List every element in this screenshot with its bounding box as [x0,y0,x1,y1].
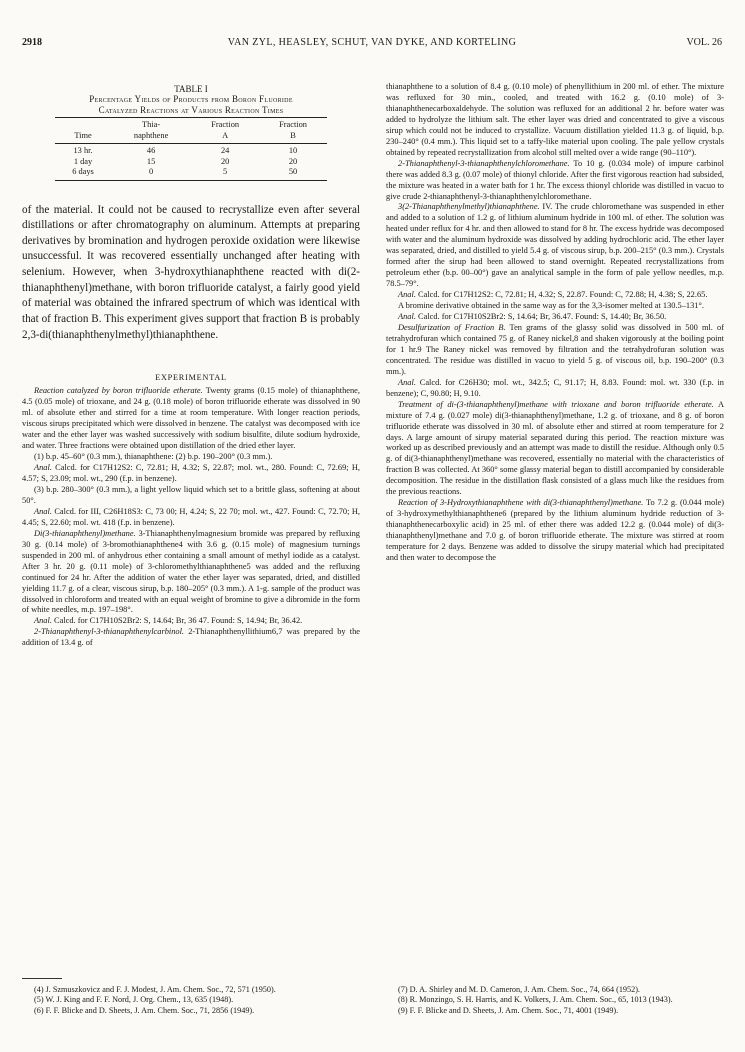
paragraph [22,529,360,617]
footnote: (6) F. F. Blicke and D. Sheets, J. Am. Chem. Soc., 71, 2856 (1949). [34,1005,255,1015]
paragraph-text: IV. The crude chloromethane was suspended in ether and added to a solution of 1.2 g. of lithium aluminum hydride in 100 ml. of ether. The solution was heated under reflux for 4 hr. and then allowed to stand for 8 hr. The excess hydride was decomposed with water and the aluminum hydroxide was dissolved by adding hydrochloric acid. The ether layer was separated, dried, and distilled to yield 5.4 g. of viscous sirup, b.p. 200–215° (0.3 mm.). Crystals formed after the sirup had been allowed to stand overnight. Repeated recrystallizations from petroleum ether (b.p. 00–00°) gave an analytical sample in the form of pale yellow needles, m.p. 78.5–79°. [386,202,724,289]
footnote: (7) D. A. Shirley and M. D. Cameron, J. Am. Chem. Soc., 74, 664 (1952). [398,985,640,994]
paragraph-lead: Reaction catalyzed by boron trifluoride etherate. [34,386,203,396]
table-header-cell: Thia- [111,118,191,131]
paragraph-text: Twenty grams (0.15 mole) of thianaphthene, 4.5 (0.05 mole) of trioxane, and 24 g. (0.18 mole) of boron trifluoride etherate was dissolved in 90 ml. of absolute ether and stirred for a time at room temperature. With longer reaction periods, viscous sirups precipitated which were dissolved in benzene. The catalyst was decomposed with ice water and the ether layer was washed successively with sodium bisulfite, dilute sodium hydroxide, and water. Three fractions were obtained upon distillation of the dried ether layer. [22,386,360,451]
table-cell: 13 hr. [73,146,93,155]
paragraph-text: 2-Thianaphthenyllithium6,7 was prepared by the addition of 13.4 g. of [22,627,360,648]
paragraph-lead: Anal. [34,506,52,516]
paragraph-text: To 10 g. (0.034 mole) of impure carbinol there was added 8.3 g. (0.07 mole) of thionyl chloride. After the first vigorous reaction had subsided, the mixture was heated in a water bath for 1 hr. The excess thionyl chloride was distilled in vacuo to give crude 2-thianaphthenyl-3-thianaphthenylchloromethane. [386,158,724,201]
paragraph [386,82,724,159]
running-header [22,37,722,51]
table-header-cell: Fraction [259,118,327,131]
footnote-rule [22,978,62,979]
section-heading-experimental: EXPERIMENTAL [155,373,227,383]
table-header-cell: A [191,131,259,144]
paragraph [22,507,360,529]
paragraph [386,378,724,400]
table-title: TABLE I [174,84,208,94]
right-column [386,82,724,564]
footnote: (5) W. J. King and F. F. Nord, J. Org. Chem., 13, 635 (1948). [34,995,234,1005]
table-header-row-bottom [55,131,327,144]
paragraph-text: thianaphthene to a solution of 8.4 g. (0.10 mole) of phenyllithium in 200 ml. of ether. The mixture was refluxed for 30 min., cooled, and treated with 16.2 g. (0.10 mole) of 3-thianaphthenecarboxaldehyde. The solution was refluxed for an additional 2 hr. before water was added to hydrolyze the lithium salt. The ether layer was dried and concentrated to give a viscous sirup which could not be induced to crystallize. Vacuum distillation yielded 11.3 g. of liquid, b.p. 230–240° (0.4 mm.). This liquid set to a taffy-like material upon cooling. The pale yellow crystals obtained by repeated recrystallization from alcohol still melted over a wide range (90–110°). [386,82,724,157]
footnotes-right [386,985,724,1016]
paragraph [386,290,724,301]
paragraph-lead: Desulfurization of Fraction B. [398,322,506,332]
paragraph [386,312,724,323]
paragraph [386,159,724,203]
table-row [55,157,327,168]
paragraph [386,301,724,312]
table-header-row-top [55,118,327,131]
paragraph-text: Calcd. for C26H30; mol. wt., 342.5; C, 91.17; H, 8.83. Found: mol. wt. 330 (f.p. in benzene); C, 90.80; H, 9.10. [386,377,724,398]
table-cell: 15 [146,156,156,166]
paragraph [22,386,360,452]
paragraph-text: (1) b.p. 45–60° (0.3 mm.), thianaphthene: (2) b.p. 190–200° (0.3 mm.). [34,452,273,462]
table-header-cell: Time [55,131,111,144]
paragraph-lead: 2-Thianaphthenyl-3-thianaphthenylcarbinol. [34,627,185,637]
left-column [22,84,360,649]
paragraph-text: Calcd. for C17H12S2: C, 72.81; H, 4.32; S, 22.87; mol. wt., 280. Found: C, 72.69; H, 4.57; S, 23.09; mol. wt., 290 (f.p. in benzene). [22,463,360,484]
paragraph-text: A mixture of 7.4 g. (0.027 mole) di(3-thianaphthenyl)methane, 1.2 g. of trioxane, and 8 g. of boron trifluoride etherate was dissolved in 30 ml. of absolute ether and stirred at room temperature for 2 days. A large amount of sirupy material separated during this period. The reaction mixture was worked up as described previously and an attempt was made to distill the residue. Although only 0.5 g. of di(3-thianaphthenyl)methane was recovered, essentially no material with the characteristics of fraction B was collected. At 360° some glassy material began to distill accompanied by considerable decomposition. The residue in the distillation flask consisted of a glass much like the residues from the previous reactions. [386,399,724,497]
paragraph-text: Calcd. for C17H10S2Br2: S, 14.64; Br, 36 47. Found: S, 14.94; Br, 36.42. [51,616,303,626]
body-paragraph-large: of the material. It could not be caused to recrystallize even after several distillations or after chromatography on aluminum. Attempts at preparing derivatives by bromination and hydrogen peroxide oxidation were likewise unsuccessful. It was recovered essentially unchanged after heating with selenium. However, when 3-hydroxythianaphthene reacted with di(2-thianaphthenyl)methane, with boron trifluoride catalyst, a fairly good yield of material was obtained the infrared spectrum of which was identical with that of fraction B. This experiment gives support that fraction B is probably 2,3-di(thianaphthenylmethyl)thianaphthene. [22,203,360,341]
paragraph-lead: Anal. [34,616,52,626]
paragraph-text: To 7.2 g. (0.044 mole) of 3-hydroxymethylthianaphthene6 (prepared by the lithium aluminum hydride reduction of 3-thianaphthenecarboxylic acid) in 25 ml. of ether there was added 12.2 g. (0.044 mole) of di(3-thianaphthenyl)methane and 7.0 g. of boron trifluoride etherate. The mixture was stirred at room temperature for 2 days. Benzene was added to dissolve the sirupy material which had precipitated and then water to decompose the [386,498,724,562]
table-cell: 24 [220,146,230,155]
paragraph-lead: 3(2-Thianaphthenylmethyl)thianaphthene. [398,202,540,212]
paragraph [386,323,724,378]
paragraph-text: 3-Thianaphthenylmagnesium bromide was prepared by refluxing 30 g. (0.14 mole) of 3-bromothianaphthene4 with 3.6 g. (0.15 mole) of magnesium turnings suspended in 200 ml. of anhydrous ether containing a small amount of methyl iodide as a catalyst. After 3 hr. 20 g. (0.11 mole) of 3-chloromethylthianaphthene5 was added and the refluxing continued for 24 hr. After the addition of water the ether layer was separated, dried, and distilled yielding 11.7 g. of a clear, viscous sirup, b.p. 180–205° (0.3 mm.). A 1-g. sample of the product was dissolved in chloroform and treated with an equal weight of bromine to give a dibromide in the form of white needles, m.p. 197–198°. [22,528,360,615]
paragraph-lead: Di(3-thianaphthenyl)methane. [34,528,136,538]
paragraph-lead: Anal. [398,377,416,387]
table-cell: 20 [288,156,298,166]
paragraph-text: (3) b.p. 280–300° (0.3 mm.), a light yellow liquid which set to a brittle glass, softening at about 50°. [22,484,360,505]
yield-table [55,117,327,181]
table-header-cell: naphthene [111,131,191,144]
table-cell: 46 [146,146,156,155]
paragraph-text: Calcd. for III, C26H18S3: C, 73 00; H, 4.24; S, 22 70; mol. wt., 427. Found: C, 72.70; H, 4.45; S, 22.60; mol. wt. 418 (f.p. in benzene). [22,506,360,527]
table-cell: 6 days [55,167,111,180]
table-row [55,167,327,180]
footnote: (4) J. Szmuszkovicz and F. J. Modest, J. Am. Chem. Soc., 72, 571 (1950). [34,985,276,994]
left-paragraphs [22,386,360,649]
running-authors: VAN ZYL, HEASLEY, SCHUT, VAN DYKE, AND KORTELING [227,37,517,48]
table-cell: 50 [259,167,327,180]
table-cell: 10 [288,146,298,155]
paragraph-text: Calcd. for C17H10S2Br2: S, 14.64; Br, 36.47. Found: S, 14.40; Br, 36.50. [415,312,667,322]
table-cell: 5 [191,167,259,180]
paragraph [22,627,360,649]
table-cell: 20 [220,156,230,166]
paragraph [22,616,360,627]
table-header-cell [55,118,111,131]
table-caption-line-2: Catalyzed Reactions at Various Reaction Times [98,104,284,115]
volume-label: VOL. 26 [686,37,722,48]
footnote: (9) F. F. Blicke and D. Sheets, J. Am. Chem. Soc., 71, 4001 (1949). [398,1005,619,1015]
paragraph [386,498,724,564]
table-row [55,144,327,157]
footnotes-left [22,985,360,1016]
paragraph-lead: Anal. [398,290,416,300]
paragraph-lead: Anal. [398,312,416,322]
paragraph-text: Ten grams of the glassy solid was dissolved in 500 ml. of tetrahydrofuran which contained 75 g. of Raney nickel,8 and shaken vigorously at the boiling point for 1 hr.9 The Raney nickel was removed by filtration and the tetrahydrofuran solution was concentrated. The residue was distilled in vacuo to yield 5 g. of viscous oil, b.p. 190–200° (0.3 mm.). [386,322,724,376]
paragraph-lead: 2-Thianaphthenyl-3-thianaphthenylchloromethane. [398,158,570,168]
paragraph-lead: Reaction of 3-Hydroxythianaphthene with di(3-thianaphthenyl)methane. [398,498,644,508]
table-cell: 1 day [73,156,93,166]
paragraph-text: A bromine derivative obtained in the same way as for the 3,3-isomer melted at 130.5–131°. [398,301,704,311]
footnote: (8) R. Monzingo, S. H. Harris, and K. Volkers, J. Am. Chem. Soc., 65, 1013 (1943). [398,995,673,1005]
table-header-cell: Fraction [191,118,259,131]
paragraph [22,452,360,463]
paragraph [22,463,360,485]
paragraph-lead: Anal. [34,463,52,473]
page-number: 2918 [22,37,42,48]
paragraph [22,485,360,507]
table-caption-line-1: Percentage Yields of Products from Boron Fluoride [89,94,293,104]
paragraph-lead: Treatment of di-(3-thianaphthenyl)methane with trioxane and boron trifluoride etherate. [398,399,714,409]
table-cell: 0 [111,167,191,180]
paragraph [386,400,724,499]
paragraph-text: Calcd. for C17H12S2: C, 72.81; H, 4.32; S, 22.87. Found: C, 72.88; H, 4.38; S, 22.65. [415,290,708,300]
paragraph [386,202,724,290]
table-header-cell: B [259,131,327,144]
